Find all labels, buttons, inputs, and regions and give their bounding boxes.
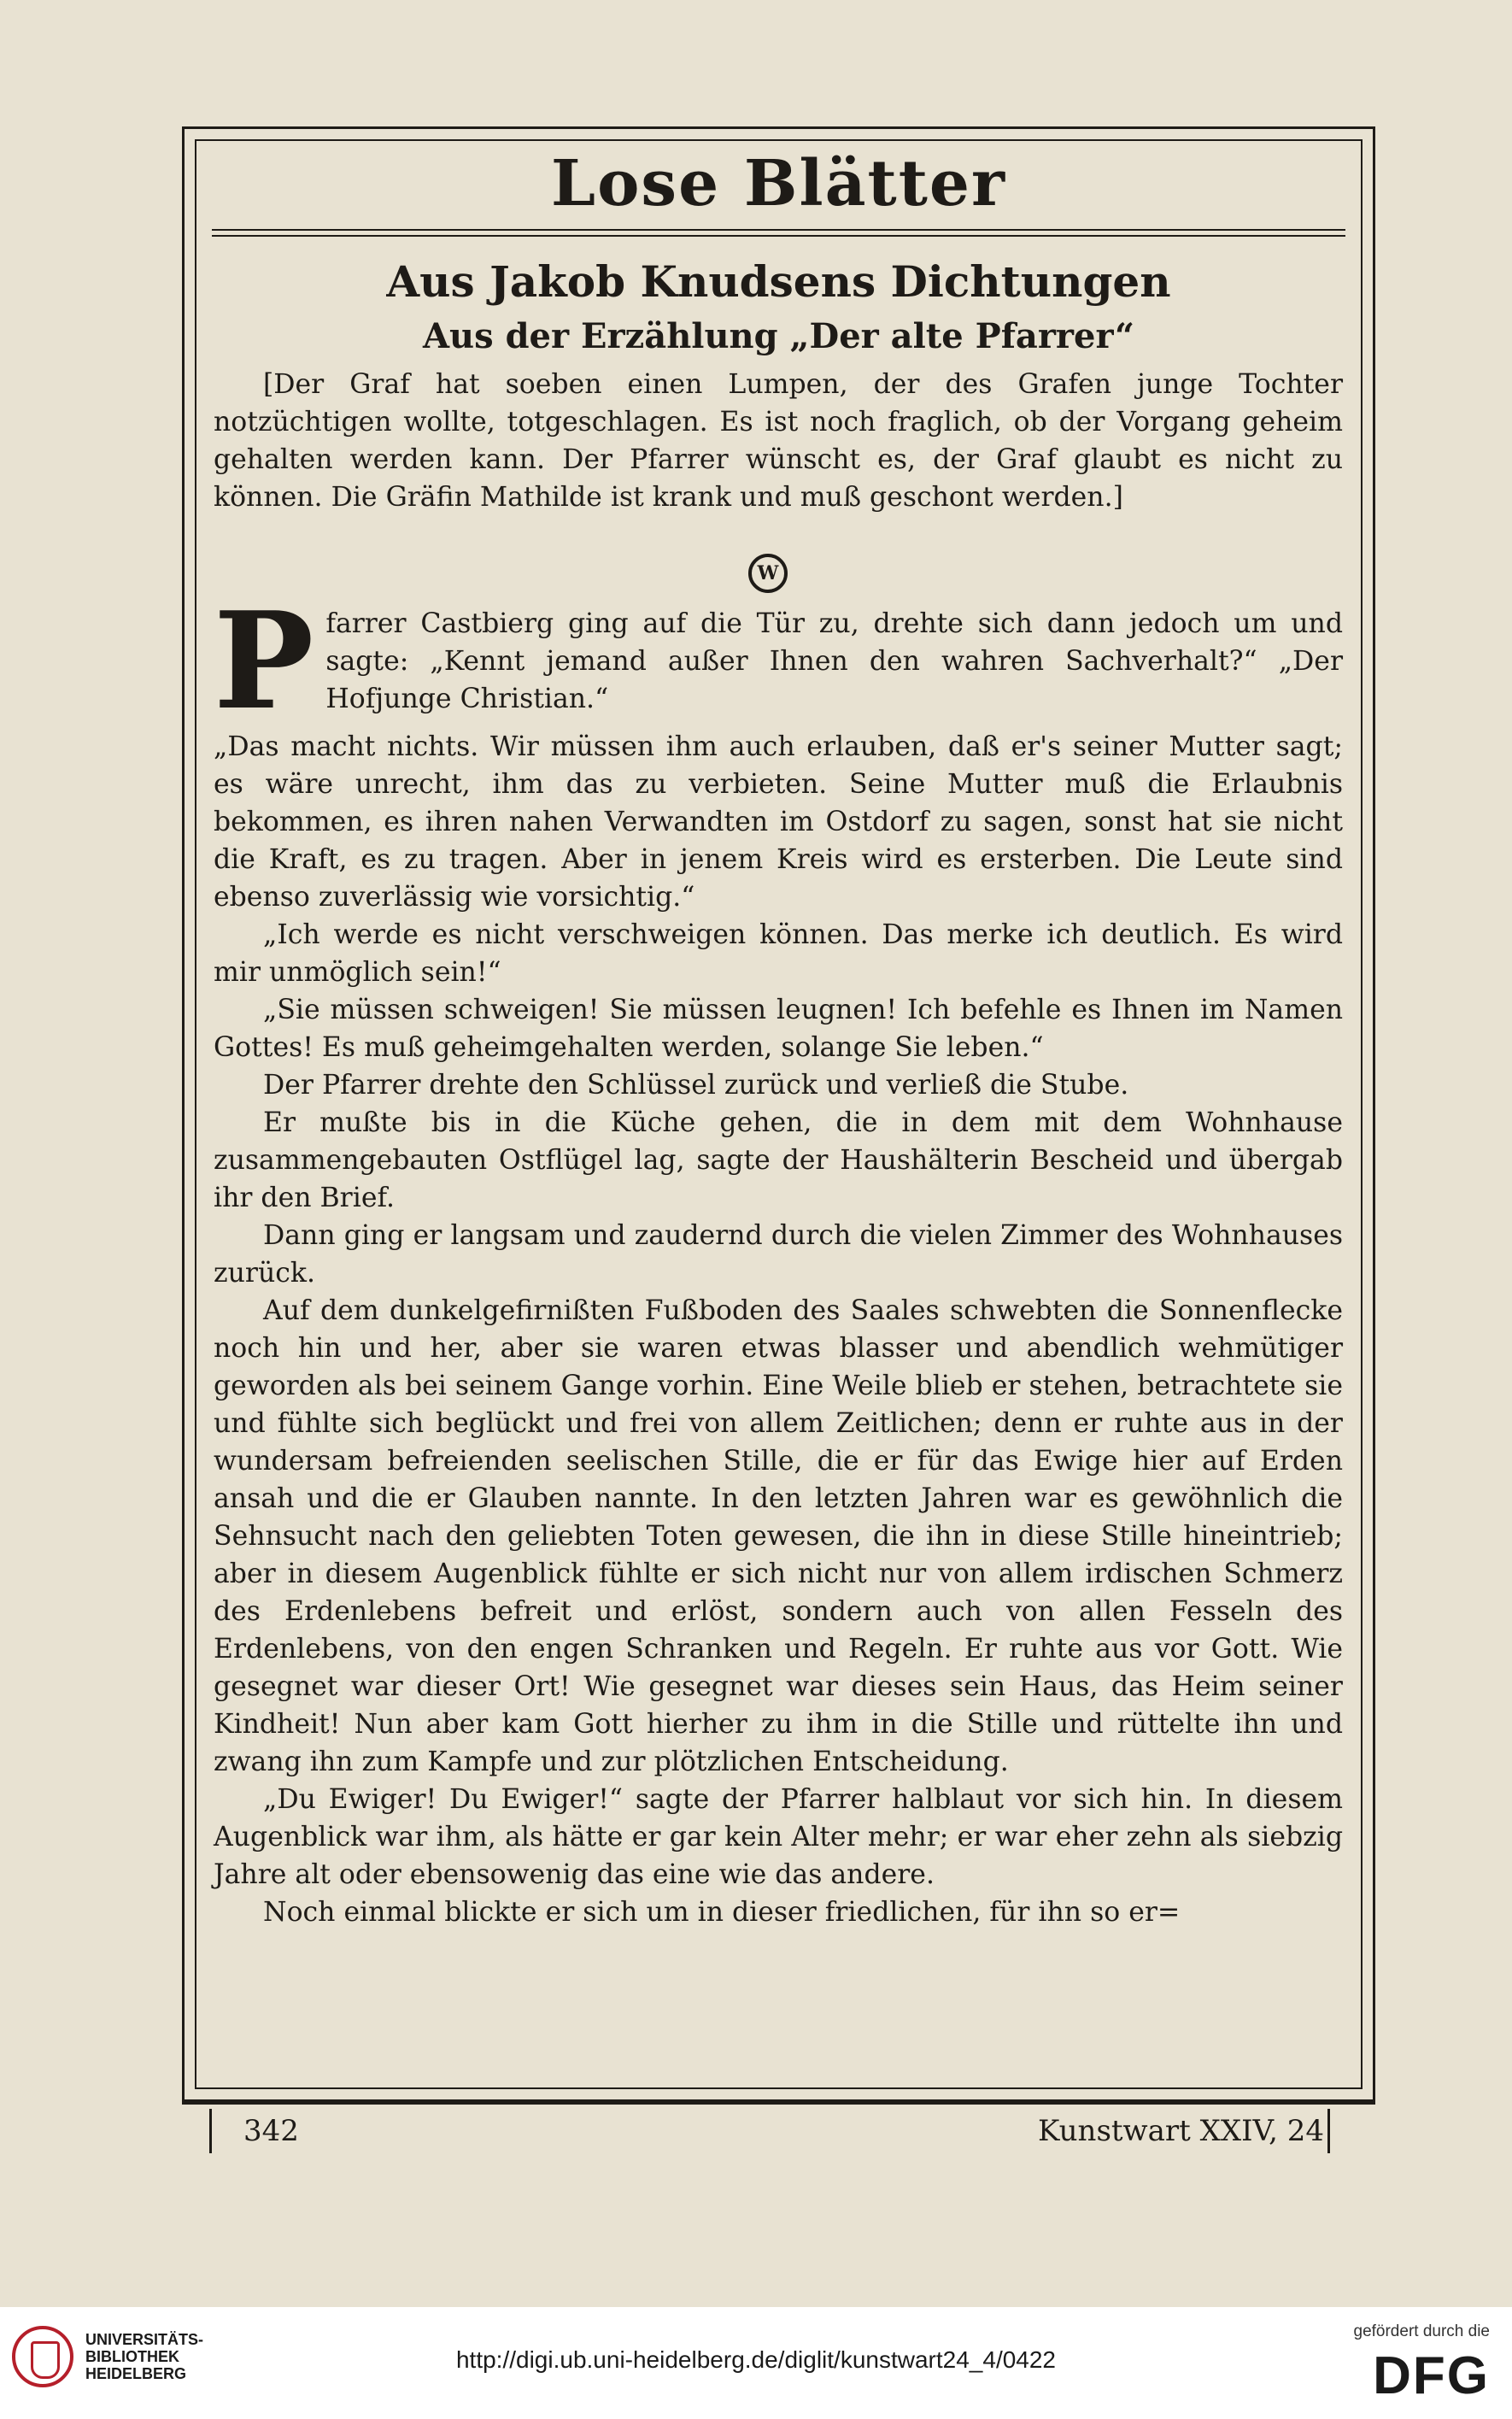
library-name-line: UNIVERSITÄTS- [85, 2331, 204, 2348]
paragraph: Auf dem dunkelgefirnißten Fußboden des Saales schwebten die Sonnenflecke noch hin und her, aber sie waren etwas blasser und abendlich wehmütiger geworden als bei seinem Gange vorhin. Eine Weile blieb er stehen, betrachtete sie und fühlte sich beglückt und frei von allem Zeitlichen; denn er ruhte aus in der wundersam befreienden seelischen Stille, die er für das Ewige hier auf Erden ansah und die er Glauben nannte. In den letzten Jahren war es gewöhnlich die Sehnsucht nach den geliebten Toten gewesen, die ihn in diese Stille hineintrieb; aber in diesem Augenblick fühlte er sich nicht nur von allem irdischen Schmerz des Erdenlebens befreit und erlöst, sondern auch von allen Fesseln des Erdenlebens, von den engen Schranken und Regeln. Er ruhte aus vor Gott. Wie gesegnet war dieser Ort! Wie gesegnet war dieses sein Haus, das Heim seiner Kindheit! Nun aber kam Gott hierher zu ihm in die Stille und rüttelte ihn und zwang ihn zum Kampfe und zur plötzlichen Entscheidung. [214, 1295, 1343, 1777]
paragraph: Der Pfarrer drehte den Schlüssel zurück und verließ die Stube. [263, 1070, 1129, 1101]
footer-rule [182, 2102, 1375, 2105]
dfg-logo: DFG [1373, 2346, 1490, 2405]
library-name-line: HEIDELBERG [85, 2365, 187, 2382]
paragraph: Dann ging er langsam und zaudernd durch die vielen Zimmer des Wohnhauses zurück. [214, 1220, 1343, 1289]
article-title: Aus Jakob Knudsens Dichtungen [386, 256, 1171, 307]
permalink-url[interactable]: http://digi.ub.uni-heidelberg.de/diglit/kunstwart24_4/0422 [455, 2346, 1057, 2373]
paragraph: Noch einmal blickte er sich um in dieser friedlichen, für ihn so er= [263, 1897, 1181, 1928]
first-paragraph-text: farrer Castbierg ging auf die Tür zu, drehte sich dann jedoch um und sagte: „Kennt jemand außer Ihnen den wahren Sachverhalt?“ „Der Hofjunge Christian.“ [325, 608, 1343, 714]
intro-paragraph: [Der Graf hat soeben einen Lumpen, der des Grafen junge Tochter notzüchtigen wollte, totgeschlagen. Es ist noch fraglich, ob der Vorgang geheim gehalten werden kann. Der Pfarrer wünscht es, der Graf glaubt es nicht zu können. Die Gräfin Mathilde ist krank und muß geschont werden.] [214, 369, 1343, 513]
journal-reference: Kunstwart XXIV, 24 [1038, 2114, 1324, 2148]
paragraph: „Sie müssen schweigen! Sie müssen leugnen! Ich befehle es Ihnen im Namen Gottes! Es muß geheimgehalten werden, solange Sie leben.“ [214, 995, 1343, 1063]
funding-note: gefördert durch die [1353, 2322, 1490, 2340]
paragraph: „Das macht nichts. Wir müssen ihm auch erlauben, daß er's seiner Mutter sagt; es wäre unrecht, ihm das zu verbieten. Seine Mutter muß die Erlaubnis bekommen, es ihren nahen Verwandten im Ostdorf zu sagen, sonst hat sie nicht die Kraft, es zu tragen. Aber in jenem Kreis wird es ersterben. Die Leute sind ebenso zuverlässig wie vorsichtig.“ [214, 731, 1343, 913]
page-number: 342 [243, 2114, 299, 2148]
ornament-icon: W [748, 554, 788, 593]
article-subtitle: Aus der Erzählung „Der alte Pfarrer“ [423, 316, 1134, 356]
library-name-line: BIBLIOTHEK [85, 2348, 179, 2365]
paragraph: Er mußte bis in die Küche gehen, die in dem mit dem Wohnhause zusammengebauten Ostflügel lag, sagte der Haushälterin Bescheid und übergab ihr den Brief. [214, 1107, 1343, 1213]
first-paragraph [214, 583, 1343, 739]
paragraph: „Du Ewiger! Du Ewiger!“ sagte der Pfarrer halblaut vor sich hin. In diesem Augenblick war ihm, als hätte er gar kein Alter mehr; er war eher zehn als siebzig Jahre alt oder ebensowenig das eine wie das andere. [214, 1784, 1343, 1890]
paragraph: „Ich werde es nicht verschweigen können. Das merke ich deutlich. Es wird mir unmöglich sein!“ [214, 919, 1343, 988]
body-text [214, 728, 1343, 1931]
dropcap: P [214, 583, 314, 739]
title-rule-bottom [212, 235, 1345, 237]
section-title: Lose Blätter [551, 147, 1006, 220]
title-rule-top [212, 229, 1345, 231]
intro-block [214, 366, 1343, 516]
